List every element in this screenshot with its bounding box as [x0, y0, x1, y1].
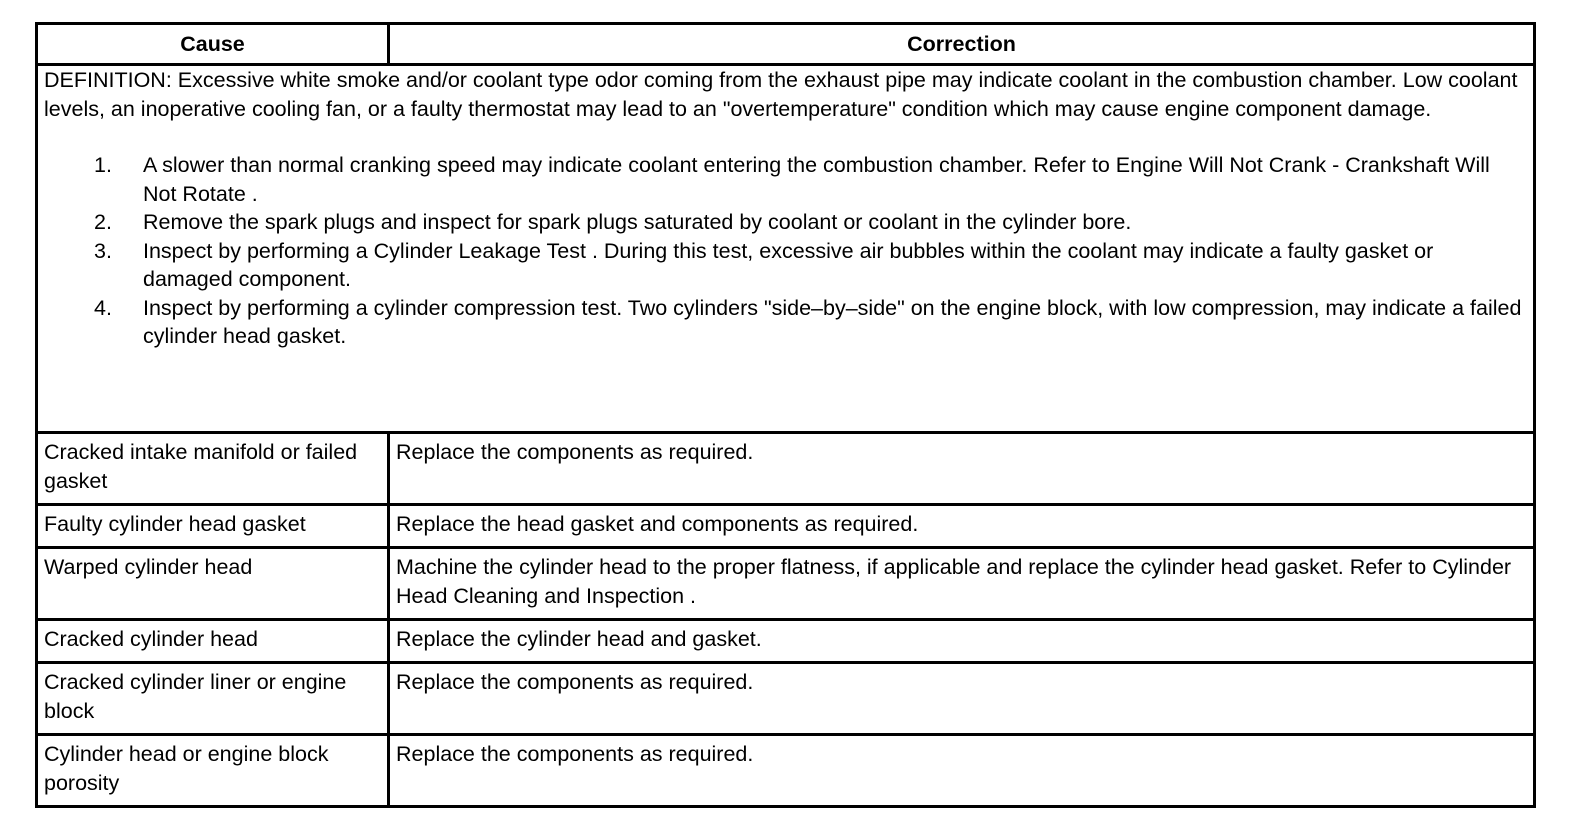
table-row — [37, 735, 1535, 807]
table-row — [37, 620, 1535, 663]
diagnostic-step — [44, 294, 1527, 351]
diagnostic-step — [44, 237, 1527, 294]
step-text: A slower than normal cranking speed may indicate coolant entering the combustion chamber. Refer to Engine Will Not Crank - Crankshaft Will Not Rotate . — [143, 153, 1490, 206]
step-number: 2. — [94, 210, 112, 234]
cause-header: Cause — [37, 24, 389, 65]
table-row — [37, 433, 1535, 505]
cause-cell: Cracked cylinder liner or engine block — [37, 663, 389, 735]
correction-cell: Replace the components as required. — [389, 433, 1535, 505]
diagnostic-steps-list — [44, 151, 1527, 351]
cause-cell: Faulty cylinder head gasket — [37, 505, 389, 548]
correction-cell: Replace the head gasket and components as required. — [389, 505, 1535, 548]
definition-row — [37, 65, 1535, 433]
cause-cell: Cracked cylinder head — [37, 620, 389, 663]
header-row — [37, 24, 1535, 65]
correction-header: Correction — [389, 24, 1535, 65]
diagnostic-table — [35, 22, 1536, 808]
diagnostic-step — [44, 151, 1527, 208]
cause-cell: Cracked intake manifold or failed gasket — [37, 433, 389, 505]
step-text: Inspect by performing a cylinder compression test. Two cylinders "side–by–side" on the engine block, with low compression, may indicate a failed cylinder head gasket. — [143, 295, 1522, 348]
correction-cell: Replace the cylinder head and gasket. — [389, 620, 1535, 663]
table-row — [37, 505, 1535, 548]
cause-cell: Warped cylinder head — [37, 548, 389, 620]
definition-cell — [37, 65, 1535, 433]
step-number: 3. — [94, 238, 112, 263]
table-row — [37, 548, 1535, 620]
step-number: 1. — [94, 153, 112, 177]
step-text: Inspect by performing a Cylinder Leakage Test . During this test, excessive air bubbles within the coolant may indicate a faulty gasket or damaged component. — [143, 238, 1434, 291]
correction-cell: Machine the cylinder head to the proper flatness, if applicable and replace the cylinder head gasket. Refer to Cylinder Head Cleaning and Inspection . — [389, 548, 1535, 620]
correction-cell: Replace the components as required. — [389, 735, 1535, 807]
step-number: 4. — [94, 295, 112, 320]
table-row — [37, 663, 1535, 735]
correction-cell: Replace the components as required. — [389, 663, 1535, 735]
diagnostic-step — [44, 208, 1527, 237]
definition-text: DEFINITION: Excessive white smoke and/or coolant type odor coming from the exhaust pipe may indicate coolant in the combustion chamber. Low coolant levels, an inoperative cooling fan, or a faulty thermostat may lead to an "overtemperature" condition which may cause engine component damage. — [44, 68, 1518, 121]
step-text: Remove the spark plugs and inspect for spark plugs saturated by coolant or coolant in the cylinder bore. — [143, 210, 1132, 234]
cause-cell: Cylinder head or engine block porosity — [37, 735, 389, 807]
